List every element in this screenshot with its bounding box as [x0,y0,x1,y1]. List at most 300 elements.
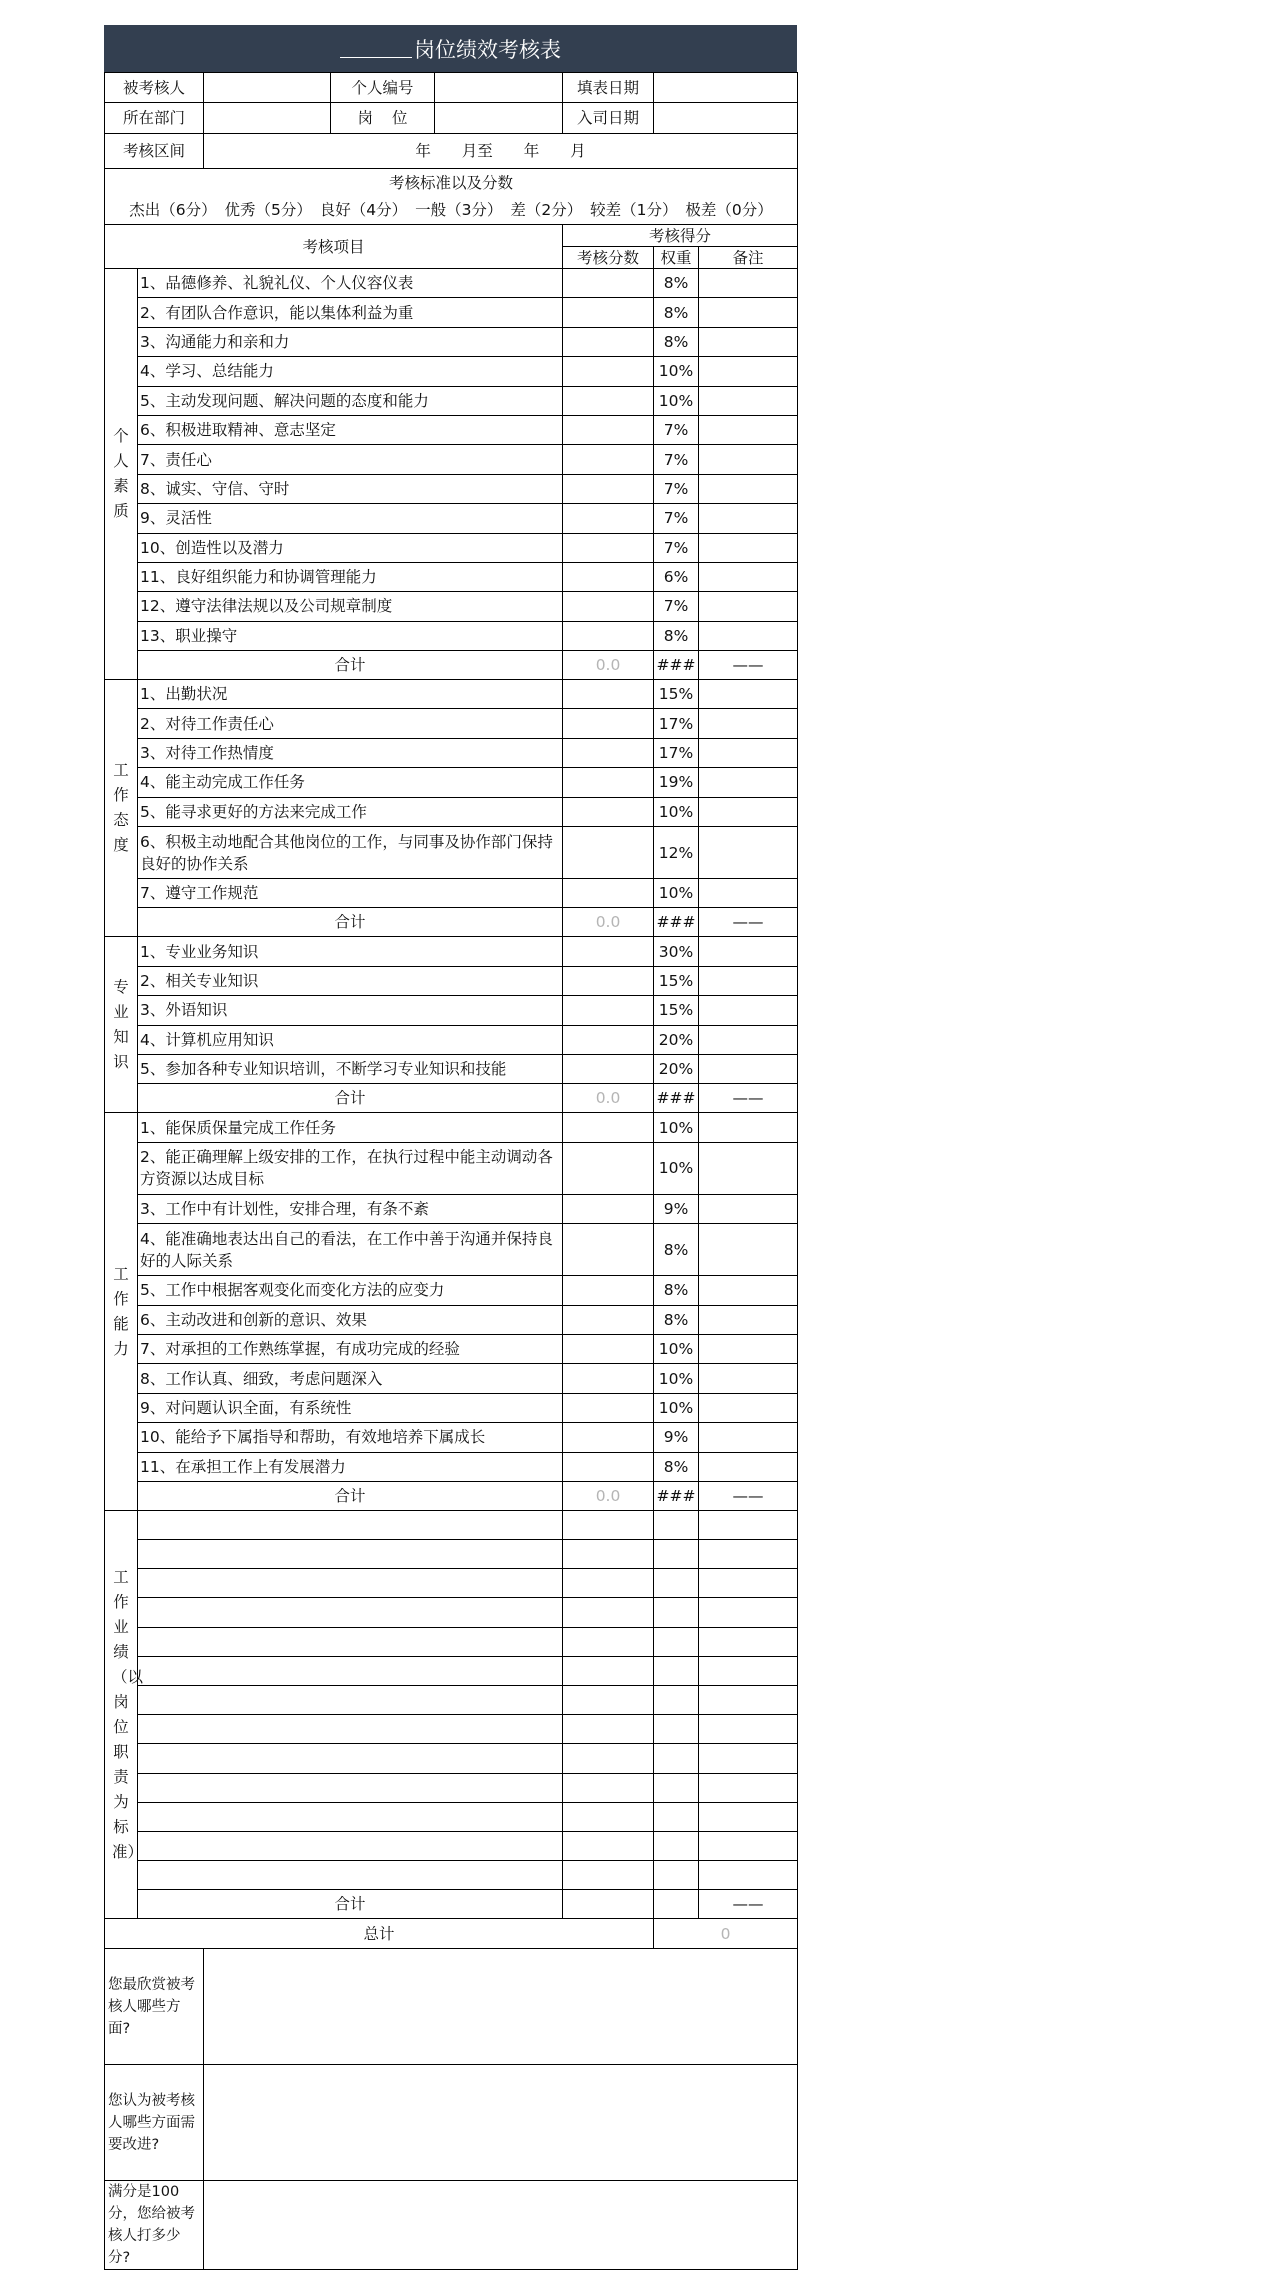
weight-cell[interactable] [654,1627,699,1656]
item-text: 3、工作中有计划性，安排合理，有条不紊 [138,1194,563,1223]
table-row [105,327,798,356]
score-cell[interactable] [563,1423,654,1452]
score-cell[interactable] [563,768,654,797]
appraisal-sheet [104,25,797,2270]
item-text: 3、沟通能力和亲和力 [138,327,563,356]
item-text: 1、出勤状况 [138,680,563,709]
item-text: 12、遵守法律法规以及公司规章制度 [138,592,563,621]
table-row [105,533,798,562]
fill-date-field[interactable] [654,73,798,103]
item-text: 13、职业操守 [138,621,563,650]
title-bar [104,25,797,72]
table-row [105,680,798,709]
performance-row [105,1831,798,1860]
join-date-label: 入司日期 [563,103,654,134]
performance-row [105,1656,798,1685]
score-cell[interactable] [563,1393,654,1422]
subtotal-label: 合计 [138,651,563,680]
subtotal-row [105,908,798,937]
table-row [105,1452,798,1481]
weight-cell: 8% [654,298,699,327]
score-cell[interactable] [563,709,654,738]
performance-row [105,1540,798,1569]
score-cell[interactable] [563,592,654,621]
note-cell[interactable] [699,1224,798,1276]
item-text: 6、积极主动地配合其他岗位的工作，与同事及协作部门保持良好的协作关系 [138,827,563,879]
performance-item-field[interactable] [138,1656,563,1685]
table-row [105,1305,798,1334]
weight-cell: 10% [654,797,699,826]
item-text: 7、遵守工作规范 [138,879,563,908]
weight-cell: 10% [654,357,699,386]
grand-total-label: 总计 [105,1919,654,1949]
item-text: 1、品德修养、礼貌礼仪、个人仪容仪表 [138,269,563,298]
note-cell[interactable] [699,445,798,474]
table-row [105,1054,798,1083]
join-date-field[interactable] [654,103,798,134]
section-label-text: 工作态度 [113,761,129,855]
score-cell[interactable] [563,1025,654,1054]
weight-cell: 10% [654,1393,699,1422]
subtotal-label: 合计 [138,1890,563,1919]
table-row [105,1276,798,1305]
score-cell[interactable] [563,827,654,879]
note-cell[interactable] [699,621,798,650]
score-cell[interactable] [563,1744,654,1773]
weight-cell: 30% [654,937,699,966]
period-label: 考核区间 [105,134,204,169]
table-row [105,1423,798,1452]
weight-cell: 8% [654,621,699,650]
note-cell[interactable] [699,1802,798,1831]
standard-title: 考核标准以及分数 [105,169,798,197]
note-cell[interactable] [699,474,798,503]
performance-item-field[interactable] [138,1569,563,1598]
note-cell[interactable] [699,1656,798,1685]
score-cell[interactable] [563,298,654,327]
note-cell[interactable] [699,1773,798,1802]
note-cell[interactable] [699,562,798,591]
weight-cell: 17% [654,709,699,738]
header-row-2 [105,103,798,134]
weight-cell: 7% [654,415,699,444]
table-row [105,937,798,966]
weight-cell: 10% [654,1113,699,1142]
performance-row [105,1569,798,1598]
subtotal-label: 合计 [138,1481,563,1510]
score-cell[interactable] [563,1054,654,1083]
weight-cell[interactable] [654,1540,699,1569]
performance-row [105,1598,798,1627]
emp-no-label: 个人编号 [331,73,435,103]
performance-item-field[interactable] [138,1802,563,1831]
table-row [105,709,798,738]
grand-total-row [105,1919,798,1949]
question-label: 满分是100分，您给被考核人打多少分? [105,2181,204,2270]
note-cell[interactable] [699,1025,798,1054]
item-column-header: 考核项目 [105,225,563,269]
note-cell[interactable] [699,1364,798,1393]
performance-item-field[interactable] [138,1627,563,1656]
weight-cell[interactable] [654,1773,699,1802]
section-label [105,1113,138,1511]
score-cell[interactable] [563,386,654,415]
note-column-header: 备注 [699,247,798,269]
score-cell[interactable] [563,269,654,298]
table-row [105,738,798,767]
table-row [105,797,798,826]
score-cell[interactable] [563,797,654,826]
score-cell[interactable] [563,1802,654,1831]
appraisal-table [104,72,798,2270]
weight-cell: 6% [654,562,699,591]
note-cell[interactable] [699,1598,798,1627]
item-text: 3、外语知识 [138,996,563,1025]
section-label [105,937,138,1113]
table-row [105,768,798,797]
weight-cell: 8% [654,1305,699,1334]
score-cell[interactable] [563,621,654,650]
answer-field[interactable] [204,1949,798,2065]
performance-item-field[interactable] [138,1715,563,1744]
item-text: 9、灵活性 [138,504,563,533]
dept-field[interactable] [204,103,331,134]
question-label: 您认为被考核人哪些方面需要改进? [105,2065,204,2181]
note-cell[interactable] [699,357,798,386]
weight-cell: 7% [654,474,699,503]
note-cell[interactable] [699,415,798,444]
note-cell[interactable] [699,1569,798,1598]
item-text: 3、对待工作热情度 [138,738,563,767]
answer-field[interactable] [204,2065,798,2181]
section-label-text: 专业知识 [113,977,129,1071]
table-row [105,1025,798,1054]
score-cell[interactable] [563,533,654,562]
score-cell[interactable] [563,1773,654,1802]
note-cell[interactable] [699,1334,798,1363]
note-cell[interactable] [699,1423,798,1452]
page-title: 岗位绩效考核表 [414,37,561,62]
note-cell[interactable] [699,879,798,908]
score-cell[interactable] [563,504,654,533]
standard-scale-row [105,197,798,225]
performance-row [105,1773,798,1802]
item-text: 4、计算机应用知识 [138,1025,563,1054]
score-cell[interactable] [563,1569,654,1598]
performance-row [105,1510,798,1539]
table-row [105,1334,798,1363]
item-text: 5、工作中根据客观变化而变化方法的应变力 [138,1276,563,1305]
score-cell[interactable] [563,1113,654,1142]
table-row [105,386,798,415]
subtotal-row [105,1481,798,1510]
weight-cell[interactable] [654,1831,699,1860]
item-text: 5、主动发现问题、解决问题的态度和能力 [138,386,563,415]
note-cell[interactable] [699,386,798,415]
score-cell[interactable] [563,1715,654,1744]
dept-label: 所在部门 [105,103,204,134]
note-cell[interactable] [699,1627,798,1656]
section-label-text: 工作能力 [113,1264,129,1358]
table-row [105,1224,798,1276]
weight-cell: 20% [654,1025,699,1054]
weight-cell[interactable] [654,1569,699,1598]
weight-cell[interactable] [654,1715,699,1744]
note-cell[interactable] [699,680,798,709]
answer-field[interactable] [204,2181,798,2270]
performance-item-field[interactable] [138,1598,563,1627]
note-cell[interactable] [699,1393,798,1422]
score-cell[interactable] [563,1861,654,1890]
standard-scale: 杰出（6分） 优秀（5分） 良好（4分） 一般（3分） 差（2分） 较差（1分） 极差（0分） [105,197,798,225]
period-field[interactable]: 年 月至 年 月 [204,134,798,169]
weight-cell: 10% [654,386,699,415]
score-cell[interactable] [563,445,654,474]
performance-row [105,1715,798,1744]
weight-cell: 8% [654,1224,699,1276]
score-cell[interactable] [563,1142,654,1194]
note-cell[interactable] [699,1194,798,1223]
subtotal-label: 合计 [138,908,563,937]
item-text: 11、在承担工作上有发展潜力 [138,1452,563,1481]
section-label [105,1510,144,1918]
question-row [105,2065,798,2181]
title-blank-line[interactable] [340,39,412,58]
table-row [105,827,798,879]
table-row [105,1364,798,1393]
note-cell[interactable] [699,592,798,621]
table-row [105,1194,798,1223]
table-row [105,621,798,650]
table-row [105,966,798,995]
weight-cell: 10% [654,1364,699,1393]
note-cell[interactable] [699,709,798,738]
table-row [105,445,798,474]
note-cell[interactable] [699,533,798,562]
weight-cell: 15% [654,996,699,1025]
score-cell[interactable] [563,1276,654,1305]
subtotal-score: 0.0 [563,1084,654,1113]
score-cell[interactable] [563,1656,654,1685]
section-label-text: 个人素质 [113,427,129,521]
performance-item-field[interactable] [138,1861,563,1890]
note-cell[interactable] [699,504,798,533]
weight-cell: 10% [654,1142,699,1194]
score-column-header: 考核分数 [563,247,654,269]
score-cell[interactable] [563,1334,654,1363]
weight-cell: 15% [654,680,699,709]
score-cell[interactable] [563,1364,654,1393]
item-text: 2、能正确理解上级安排的工作，在执行过程中能主动调动各方资源以达成目标 [138,1142,563,1194]
score-cell[interactable] [563,1305,654,1334]
table-row [105,269,798,298]
note-cell[interactable] [699,1831,798,1860]
score-cell[interactable] [563,1540,654,1569]
weight-cell: 9% [654,1194,699,1223]
weight-cell: 10% [654,879,699,908]
performance-row [105,1627,798,1656]
score-cell[interactable] [563,680,654,709]
weight-cell: 8% [654,327,699,356]
subtotal-note: —— [699,1084,798,1113]
item-text: 6、积极进取精神、意志坚定 [138,415,563,444]
question-label: 您最欣赏被考核人哪些方面? [105,1949,204,2065]
subtotal-row [105,651,798,680]
table-row [105,415,798,444]
note-cell[interactable] [699,298,798,327]
item-text: 2、相关专业知识 [138,966,563,995]
note-cell[interactable] [699,996,798,1025]
item-text: 4、学习、总结能力 [138,357,563,386]
position-field[interactable] [435,103,563,134]
score-cell[interactable] [563,1510,654,1539]
note-cell[interactable] [699,1510,798,1539]
score-cell[interactable] [563,1831,654,1860]
weight-cell[interactable] [654,1656,699,1685]
score-cell[interactable] [563,327,654,356]
item-text: 11、良好组织能力和协调管理能力 [138,562,563,591]
note-cell[interactable] [699,269,798,298]
position-label: 岗 位 [331,103,435,134]
note-cell[interactable] [699,1744,798,1773]
note-cell[interactable] [699,1305,798,1334]
performance-row [105,1861,798,1890]
weight-cell: 17% [654,738,699,767]
score-cell[interactable] [563,415,654,444]
score-cell[interactable] [563,879,654,908]
fill-date-label: 填表日期 [563,73,654,103]
question-row [105,1949,798,2065]
table-row [105,474,798,503]
header-row-3 [105,134,798,169]
performance-item-field[interactable] [138,1686,563,1715]
note-cell[interactable] [699,1276,798,1305]
item-text: 4、能主动完成工作任务 [138,768,563,797]
score-cell[interactable] [563,966,654,995]
reviewee-label: 被考核人 [105,73,204,103]
item-text: 4、能准确地表达出自己的看法，在工作中善于沟通并保持良好的人际关系 [138,1224,563,1276]
item-text: 1、专业业务知识 [138,937,563,966]
subtotal-weight: ### [654,908,699,937]
weight-cell[interactable] [654,1686,699,1715]
weight-cell: 7% [654,504,699,533]
subtotal-weight: ### [654,651,699,680]
subtotal-note: —— [699,651,798,680]
note-cell[interactable] [699,1861,798,1890]
table-row [105,1113,798,1142]
weight-cell: 15% [654,966,699,995]
weight-cell: 7% [654,592,699,621]
weight-cell[interactable] [654,1510,699,1539]
table-row [105,1142,798,1194]
item-text: 9、对问题认识全面，有系统性 [138,1393,563,1422]
subtotal-note: —— [699,1481,798,1510]
performance-row [105,1744,798,1773]
reviewee-field[interactable] [204,73,331,103]
score-cell[interactable] [563,1686,654,1715]
subtotal-score: 0.0 [563,908,654,937]
score-cell[interactable] [563,738,654,767]
performance-item-field[interactable] [138,1831,563,1860]
subtotal-weight: ### [654,1084,699,1113]
note-cell[interactable] [699,827,798,879]
note-cell[interactable] [699,327,798,356]
standard-title-row [105,169,798,197]
performance-item-field[interactable] [138,1540,563,1569]
note-cell[interactable] [699,1540,798,1569]
subtotal-weight: ### [654,1481,699,1510]
subtotal-score [563,1890,654,1919]
note-cell[interactable] [699,1054,798,1083]
score-cell[interactable] [563,474,654,503]
subtotal-weight [654,1890,699,1919]
note-cell[interactable] [699,1715,798,1744]
weight-cell: 9% [654,1423,699,1452]
item-text: 7、对承担的工作熟练掌握，有成功完成的经验 [138,1334,563,1363]
score-cell[interactable] [563,1224,654,1276]
weight-cell: 8% [654,1452,699,1481]
note-cell[interactable] [699,1686,798,1715]
item-text: 10、能给予下属指导和帮助，有效地培养下属成长 [138,1423,563,1452]
performance-item-field[interactable] [138,1773,563,1802]
note-cell[interactable] [699,797,798,826]
weight-cell[interactable] [654,1744,699,1773]
score-cell[interactable] [563,937,654,966]
note-cell[interactable] [699,966,798,995]
weight-cell[interactable] [654,1598,699,1627]
table-row [105,298,798,327]
subtotal-label: 合计 [138,1084,563,1113]
performance-item-field[interactable] [138,1510,563,1539]
score-cell[interactable] [563,1627,654,1656]
performance-item-field[interactable] [138,1744,563,1773]
weight-cell: 8% [654,269,699,298]
note-cell[interactable] [699,768,798,797]
score-cell[interactable] [563,1452,654,1481]
subtotal-row [105,1084,798,1113]
weight-cell: 10% [654,1334,699,1363]
score-cell[interactable] [563,562,654,591]
weight-cell[interactable] [654,1802,699,1831]
score-cell[interactable] [563,357,654,386]
header-row-1 [105,73,798,103]
subtotal-score: 0.0 [563,1481,654,1510]
emp-no-field[interactable] [435,73,563,103]
section-label [105,680,138,937]
subtotal-score: 0.0 [563,651,654,680]
score-cell[interactable] [563,1194,654,1223]
section-label [105,269,138,680]
subtotal-note: —— [699,908,798,937]
note-cell[interactable] [699,937,798,966]
weight-column-header: 权重 [654,247,699,269]
item-text: 8、工作认真、细致，考虑问题深入 [138,1364,563,1393]
performance-row [105,1686,798,1715]
item-text: 2、有团队合作意识，能以集体利益为重 [138,298,563,327]
grand-total-value: 0 [654,1919,798,1949]
score-cell[interactable] [563,1598,654,1627]
weight-cell[interactable] [654,1861,699,1890]
score-cell[interactable] [563,996,654,1025]
note-cell[interactable] [699,1113,798,1142]
table-row [105,562,798,591]
note-cell[interactable] [699,1142,798,1194]
note-cell[interactable] [699,738,798,767]
note-cell[interactable] [699,1452,798,1481]
table-body [105,73,798,2270]
weight-cell: 8% [654,1276,699,1305]
item-text: 10、创造性以及潜力 [138,533,563,562]
